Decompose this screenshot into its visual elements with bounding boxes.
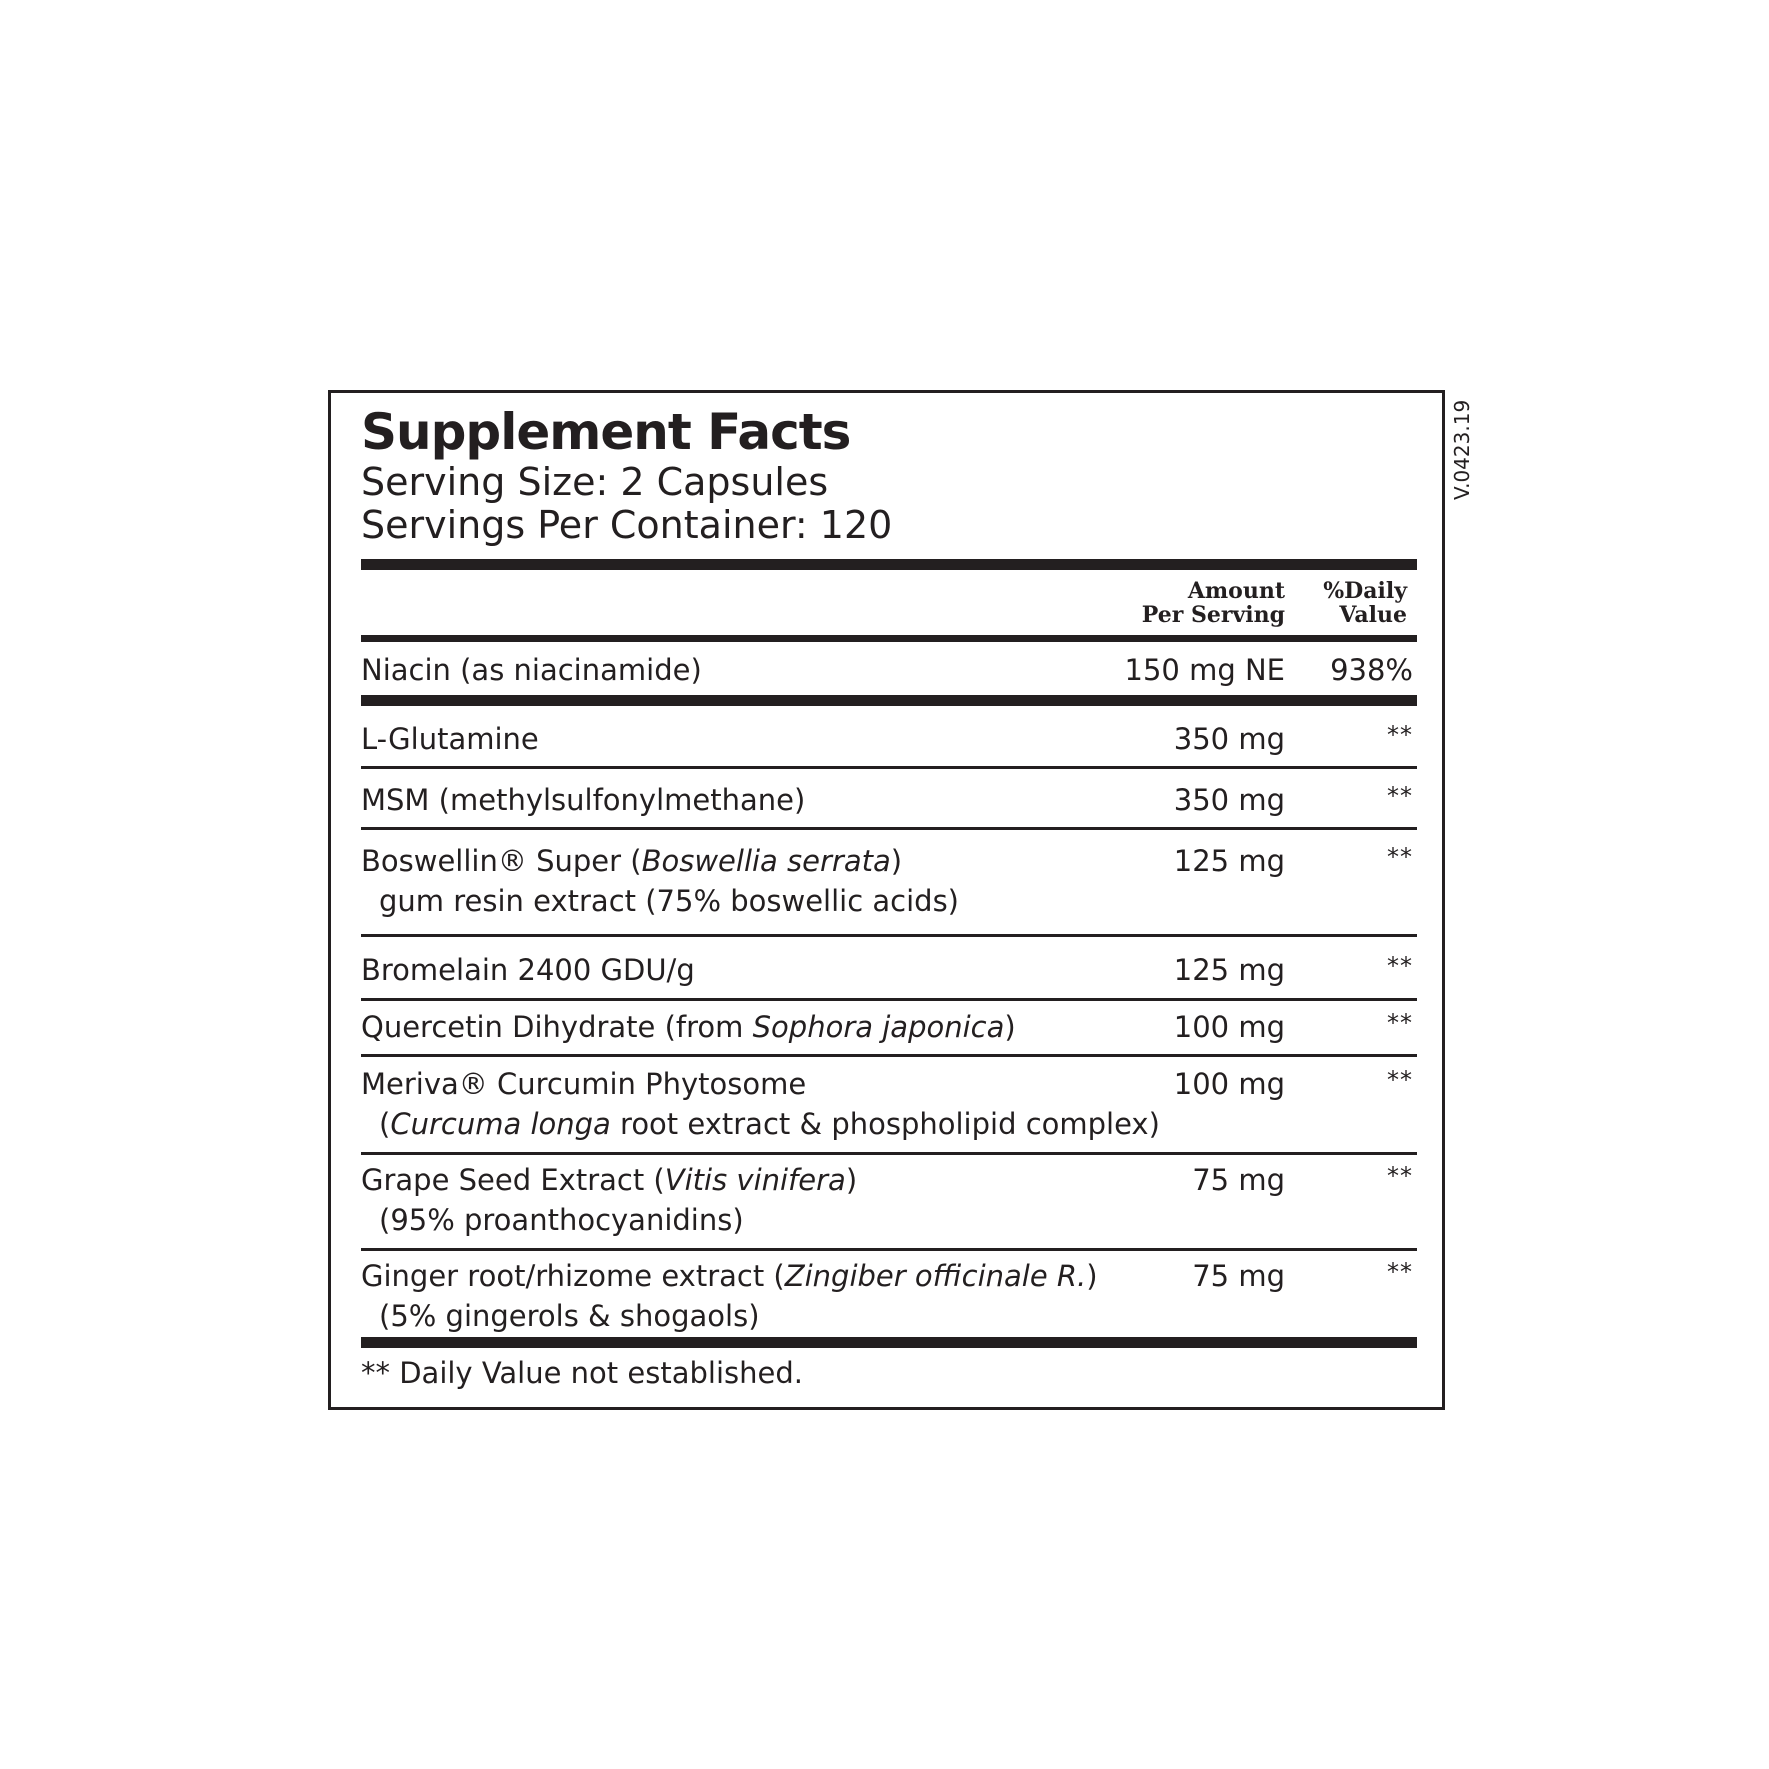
- nutrient-name: [361, 780, 805, 820]
- nutrient-name-close: ): [845, 1163, 858, 1197]
- nutrient-name: [361, 1160, 857, 1240]
- thick-divider-middle: [361, 695, 1417, 706]
- nutrient-amount: 125 mg: [1173, 844, 1285, 878]
- nutrient-daily-value: **: [1387, 782, 1413, 810]
- nutrient-name: [361, 1064, 1160, 1144]
- header-amount-per-serving: [1142, 579, 1285, 627]
- nutrient-name-text: Meriva® Curcumin Phytosome: [361, 1067, 807, 1101]
- nutrient-name-detail: (95% proanthocyanidins): [379, 1203, 744, 1237]
- nutrient-name-text: Bromelain 2400 GDU/g: [361, 953, 695, 987]
- row-divider: [361, 766, 1417, 769]
- nutrient-amount: 100 mg: [1173, 1067, 1285, 1101]
- nutrient-daily-value: 938%: [1330, 653, 1413, 687]
- medium-divider: [361, 635, 1417, 642]
- panel-title: Supplement Facts: [361, 403, 851, 461]
- nutrient-amount: 75 mg: [1192, 1163, 1285, 1197]
- nutrient-latin-name: Zingiber officinale R.: [784, 1259, 1087, 1293]
- supplement-facts-panel: [328, 390, 1445, 1410]
- nutrient-daily-value: **: [1387, 1066, 1413, 1094]
- header-amount-line1: Amount: [1187, 578, 1285, 604]
- nutrient-name: [361, 1256, 1098, 1336]
- nutrient-amount: 350 mg: [1173, 783, 1285, 817]
- nutrient-daily-value: **: [1387, 1009, 1413, 1037]
- nutrient-name-close: ): [1086, 1259, 1098, 1293]
- nutrient-name-detail: (5% gingerols & shogaols): [379, 1299, 760, 1333]
- nutrient-amount: 100 mg: [1173, 1010, 1285, 1044]
- serving-size: Serving Size: 2 Capsules: [361, 460, 829, 504]
- nutrient-name-text: Boswellin® Super (: [361, 844, 642, 878]
- detail-rest: root extract & phospholipid complex): [610, 1107, 1160, 1141]
- nutrient-latin-name: Curcuma longa: [390, 1107, 611, 1141]
- nutrient-name-detail: [361, 1104, 1160, 1144]
- nutrient-daily-value: **: [1387, 843, 1413, 871]
- row-divider: [361, 1248, 1417, 1251]
- nutrient-name-text: MSM (methylsulfonylmethane): [361, 783, 806, 817]
- nutrient-latin-name: Sophora japonica: [752, 1010, 1005, 1044]
- row-divider: [361, 827, 1417, 830]
- nutrient-name-close: ): [890, 844, 903, 878]
- nutrient-name-text: L-Glutamine: [361, 722, 539, 756]
- nutrient-name-text: Ginger root/rhizome extract (: [361, 1259, 785, 1293]
- nutrient-daily-value: **: [1387, 1258, 1413, 1286]
- version-code: V.0423.19: [1450, 399, 1474, 500]
- nutrient-latin-name: Vitis vinifera: [664, 1163, 846, 1197]
- nutrient-daily-value: **: [1387, 1162, 1413, 1190]
- nutrient-daily-value: **: [1387, 721, 1413, 749]
- header-dv-line1: %Daily: [1323, 578, 1407, 604]
- row-divider: [361, 1152, 1417, 1155]
- nutrient-name-text: Quercetin Dihydrate (from: [361, 1010, 753, 1044]
- nutrient-latin-name: Boswellia serrata: [641, 844, 891, 878]
- nutrient-amount: 350 mg: [1173, 722, 1285, 756]
- nutrient-daily-value: **: [1387, 952, 1413, 980]
- servings-per-container: Servings Per Container: 120: [361, 503, 893, 547]
- detail-open: (: [379, 1107, 391, 1141]
- footnote: ** Daily Value not established.: [361, 1356, 803, 1390]
- thick-divider-bottom: [361, 1337, 1417, 1348]
- nutrient-name: [361, 1007, 1016, 1047]
- nutrient-name-text: Grape Seed Extract (: [361, 1163, 665, 1197]
- nutrient-amount: 150 mg NE: [1124, 653, 1285, 687]
- row-divider: [361, 934, 1417, 937]
- nutrient-name-close: ): [1004, 1010, 1016, 1044]
- thick-divider-top: [361, 559, 1417, 570]
- nutrient-name: [361, 650, 702, 690]
- row-divider: [361, 1054, 1417, 1057]
- nutrient-name-text: Niacin (as niacinamide): [361, 653, 702, 687]
- row-divider: [361, 998, 1417, 1001]
- nutrient-name: [361, 719, 539, 759]
- nutrient-amount: 125 mg: [1173, 953, 1285, 987]
- header-dv-line2: Value: [1339, 602, 1407, 628]
- nutrient-name: [361, 950, 695, 990]
- nutrient-name: [361, 841, 959, 921]
- header-daily-value: [1323, 579, 1407, 627]
- nutrient-name-detail: gum resin extract (75% boswellic acids): [379, 884, 959, 918]
- header-amount-line2: Per Serving: [1141, 602, 1285, 628]
- nutrient-amount: 75 mg: [1192, 1259, 1285, 1293]
